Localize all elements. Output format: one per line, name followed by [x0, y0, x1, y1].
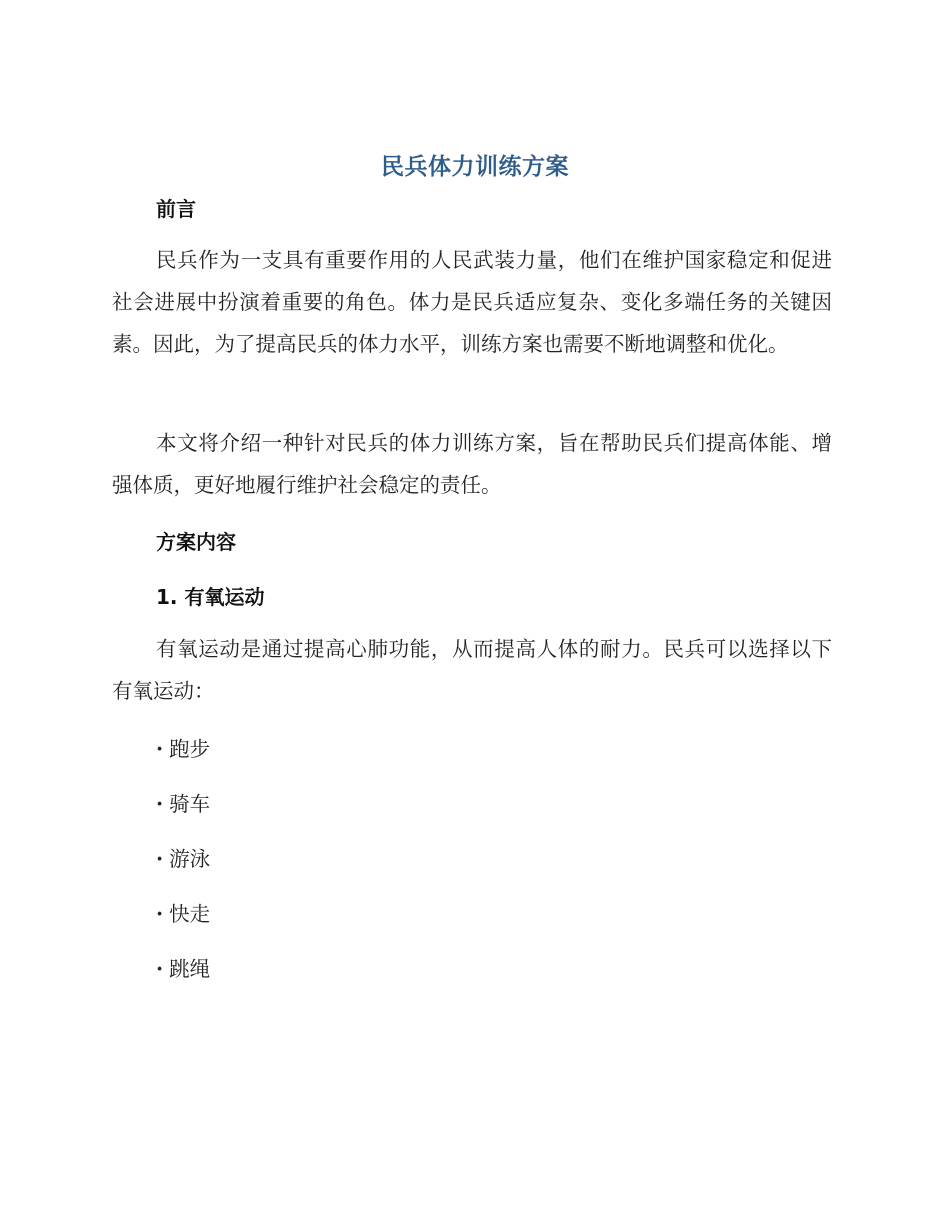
list-item-jump-rope: [156, 952, 210, 982]
list-item-brisk-walking: [156, 897, 210, 927]
bullet-icon: ·: [156, 902, 164, 926]
bullet-icon: ·: [156, 737, 164, 761]
aerobic-heading: 1. 有氧运动: [156, 585, 265, 609]
list-item-cycling: [156, 787, 210, 817]
bullet-icon: ·: [156, 957, 164, 981]
list-item-running: [156, 732, 210, 762]
preface-paragraph-1: 民兵作为一支具有重要作用的人民武装力量，他们在维护国家稳定和促进社会进展中扮演着重要的角色。体力是民兵适应复杂、变化多端任务的关键因素。因此，为了提高民兵的体力水平，训练方案也需要不断地调整和优化。: [112, 248, 832, 356]
aerobic-paragraph: 有氧运动是通过提高心肺功能，从而提高人体的耐力。民兵可以选择以下有氧运动：: [112, 637, 832, 703]
list-item-swimming: [156, 842, 210, 872]
preface-heading: 前言: [156, 197, 196, 221]
list-item-label: 跳绳: [169, 957, 211, 981]
preface-paragraph-2: 本文将介绍一种针对民兵的体力训练方案，旨在帮助民兵们提高体能、增强体质，更好地履行维护社会稳定的责任。: [112, 431, 832, 497]
list-item-label: 跑步: [169, 737, 211, 761]
document-title: 民兵体力训练方案: [381, 154, 569, 180]
content-heading: 方案内容: [156, 530, 236, 554]
list-item-label: 快走: [169, 902, 211, 926]
list-item-label: 骑车: [169, 792, 211, 816]
list-item-label: 游泳: [169, 847, 211, 871]
bullet-icon: ·: [156, 847, 164, 871]
bullet-icon: ·: [156, 792, 164, 816]
